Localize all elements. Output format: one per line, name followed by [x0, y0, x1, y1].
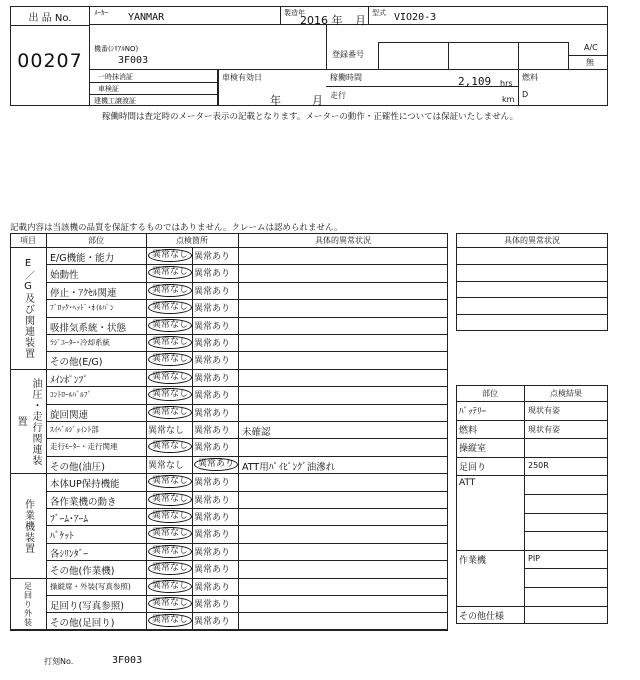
ng-option[interactable] — [194, 458, 238, 471]
fuel-label: 燃料 — [522, 73, 538, 82]
ok-label: 異常なし — [148, 371, 192, 384]
ok-option[interactable] — [148, 580, 192, 593]
detail-table — [456, 233, 608, 331]
ng-label: 異常あり — [194, 408, 231, 419]
part-label: 本体UP保持機能 — [50, 479, 120, 491]
ng-label: 異常あり — [194, 513, 231, 523]
results-part: その他仕様 — [459, 611, 505, 622]
divider — [46, 525, 448, 526]
hours-value: 2,109 — [458, 75, 492, 88]
ng-label: 異常あり — [194, 565, 231, 576]
ng-label: 異常あり — [194, 443, 231, 454]
divider — [46, 438, 448, 439]
ok-label: 異常なし — [148, 597, 192, 610]
group-label: E／G及び関連装置 — [22, 258, 34, 360]
ng-option[interactable] — [194, 580, 230, 593]
ng-option[interactable] — [194, 284, 230, 297]
transfer-cert-label: 建機工譲渡証 — [94, 97, 136, 105]
ng-label: 異常あり — [194, 321, 231, 332]
divider — [46, 491, 448, 492]
lot-number: 00207 — [17, 50, 83, 72]
divider — [46, 595, 448, 596]
part-label: E/G機能・能力 — [50, 253, 115, 264]
part-label: ﾌﾞﾛｯｸ･ﾍｯﾄﾞ･ｵｲﾙﾊﾟﾝ — [50, 303, 114, 313]
divider — [46, 421, 448, 422]
ok-label: 異常なし — [148, 336, 192, 349]
year-month-unit: 月 — [355, 14, 366, 27]
expiry-month-unit: 月 — [312, 94, 323, 107]
part-label: その他(E/G) — [50, 357, 103, 369]
detail-text: ATT用ﾊﾟｲﾋﾟﾝｸﾞ油滲れ — [242, 461, 336, 473]
ok-option[interactable] — [148, 388, 192, 401]
ng-option[interactable] — [194, 475, 230, 488]
detail-header: 具体的異常状況 — [504, 236, 560, 245]
group-label: 油圧・走行関連装置 — [15, 377, 41, 466]
temp-permit-label: 一時抹消証 — [98, 73, 133, 81]
part-label: 停止・ｱｸｾﾙ関連 — [50, 287, 117, 299]
divider — [90, 82, 218, 83]
ok-option[interactable] — [148, 527, 192, 540]
mileage-label: 走行 — [330, 91, 346, 100]
year-label: 製造年 — [284, 9, 305, 17]
inspection-cert-label: 車検証 — [98, 85, 119, 93]
part-label: ﾌﾞｰﾑ･ｱｰﾑ — [50, 514, 89, 525]
divider — [456, 264, 608, 265]
divider — [280, 6, 281, 24]
ok-label: 異常なし — [148, 426, 185, 436]
divider — [518, 70, 519, 106]
divider — [524, 513, 608, 514]
ng-label: 異常あり — [194, 458, 238, 471]
divider — [10, 473, 448, 474]
divider — [524, 531, 608, 532]
ok-option[interactable] — [148, 249, 192, 262]
ng-label: 異常あり — [194, 304, 231, 315]
ng-label: 異常あり — [194, 339, 231, 349]
detail-text: 未確認 — [242, 427, 271, 438]
divider — [456, 314, 608, 315]
divider — [90, 94, 218, 95]
ng-label: 異常あり — [194, 547, 231, 558]
ok-label: 異常なし — [148, 527, 192, 540]
results-value: 250R — [528, 460, 549, 470]
divider — [46, 334, 448, 335]
ok-label: 異常なし — [148, 319, 192, 332]
ok-option[interactable] — [148, 562, 192, 575]
stamp-value: 3F003 — [112, 655, 143, 666]
ok-option[interactable] — [148, 475, 192, 488]
serial-label: 機番(ｼﾘｱﾙNO) — [94, 45, 139, 53]
divider — [456, 420, 608, 421]
divider — [218, 70, 219, 106]
ok-option[interactable] — [148, 371, 192, 384]
inspection-expiry-label: 車検有効日 — [222, 73, 262, 82]
ok-option[interactable] — [148, 458, 184, 471]
divider — [524, 587, 608, 588]
divider — [46, 386, 448, 387]
ok-option[interactable] — [148, 353, 192, 366]
ok-label: 異常なし — [148, 249, 192, 262]
part-label: ｺﾝﾄﾛｰﾙﾊﾞﾙﾌﾞ — [50, 390, 92, 400]
divider — [46, 404, 448, 405]
ok-label: 異常なし — [148, 301, 192, 314]
ok-option[interactable] — [148, 319, 192, 332]
maker-value: YANMAR — [128, 12, 165, 23]
ng-option[interactable] — [194, 423, 230, 436]
ng-option[interactable] — [194, 301, 230, 314]
divider — [456, 550, 608, 551]
ng-option[interactable] — [194, 493, 230, 506]
results-frame — [456, 385, 608, 624]
ok-label: 異常なし — [148, 493, 192, 506]
part-label: ﾒｲﾝﾎﾟﾝﾌﾟ — [50, 374, 89, 386]
ok-option[interactable] — [148, 545, 192, 558]
divider — [378, 42, 568, 43]
ng-option[interactable] — [194, 545, 230, 558]
header-row-1 — [90, 24, 608, 25]
part-label: 操縦席・外装(写真参照) — [50, 581, 131, 591]
ng-option[interactable] — [194, 510, 230, 523]
ok-label: 異常なし — [148, 460, 185, 471]
divider — [46, 543, 448, 544]
ok-option[interactable] — [148, 493, 192, 506]
ng-option[interactable] — [194, 440, 230, 453]
ok-option[interactable] — [148, 597, 192, 610]
ng-label: 異常あり — [194, 478, 231, 489]
ng-label: 異常あり — [194, 582, 231, 593]
ok-label: 異常なし — [148, 406, 192, 419]
ng-label: 異常あり — [194, 373, 231, 384]
ng-option[interactable] — [194, 406, 230, 419]
ok-label: 異常なし — [148, 545, 192, 558]
part-label: 走行ﾓｰﾀｰ・走行関連 — [50, 442, 118, 452]
table-header: 具体的異常状況 — [315, 236, 371, 245]
ng-label: 異常あり — [194, 252, 231, 262]
ng-option[interactable] — [194, 614, 230, 627]
divider — [46, 456, 448, 457]
ng-label: 異常あり — [194, 530, 231, 541]
results-part: 作業機 — [459, 555, 487, 566]
divider — [456, 438, 608, 439]
ok-label: 異常なし — [148, 510, 192, 523]
table-header: 項目 — [20, 236, 36, 245]
ok-option[interactable] — [148, 614, 192, 627]
part-label: その他(油圧) — [50, 461, 105, 473]
ok-option[interactable] — [148, 406, 192, 419]
divider — [46, 560, 448, 561]
ok-label: 異常なし — [148, 440, 192, 453]
ng-option[interactable] — [194, 353, 230, 366]
ok-option[interactable] — [148, 423, 184, 436]
results-header: 点検結果 — [550, 389, 582, 398]
ng-option[interactable] — [194, 527, 230, 540]
part-label: ﾗｼﾞｴｰﾀｰ･冷却系統 — [50, 338, 110, 347]
table-header: 点検箇所 — [176, 236, 208, 245]
ok-option[interactable] — [148, 284, 192, 297]
part-label: その他(足回り) — [50, 618, 115, 630]
divider — [46, 264, 448, 265]
ng-option[interactable] — [194, 562, 230, 575]
divider — [456, 457, 608, 458]
results-part: 足回り — [459, 462, 487, 473]
ok-label: 異常なし — [148, 562, 192, 575]
ok-label: 異常なし — [148, 353, 192, 366]
results-part: 燃料 — [459, 425, 478, 436]
divider — [46, 233, 47, 630]
ng-label: 異常あり — [194, 269, 231, 280]
ng-option[interactable] — [194, 266, 230, 279]
ng-label: 異常あり — [194, 391, 231, 402]
divider — [524, 568, 608, 569]
divider — [456, 606, 608, 607]
divider — [46, 351, 448, 352]
divider — [238, 233, 239, 630]
ng-label: 異常あり — [194, 286, 231, 297]
divider — [518, 42, 519, 69]
results-header: 部位 — [482, 389, 498, 398]
ng-option[interactable] — [194, 597, 230, 610]
hours-note: 稼働時間は査定時のメーター表示の記載となります。メーターの動作・正確性については保証いたしません。 — [102, 112, 519, 122]
ng-option[interactable] — [194, 388, 230, 401]
ok-option[interactable] — [148, 510, 192, 523]
ng-option[interactable] — [194, 336, 230, 349]
ng-label: 異常あり — [194, 495, 231, 506]
divider — [368, 6, 369, 24]
results-part: 操縦室 — [459, 444, 487, 455]
divider — [46, 612, 448, 613]
model-label: 型式 — [372, 9, 386, 17]
divider — [448, 42, 449, 69]
fuel-value: D — [522, 90, 529, 99]
expiry-year-unit: 年 — [270, 94, 281, 107]
ok-label: 異常なし — [148, 580, 192, 593]
ac-label: A/C — [584, 43, 598, 52]
divider — [456, 281, 608, 282]
part-label: 始動性 — [50, 270, 79, 282]
divider — [10, 578, 448, 579]
part-label: 各ｼﾘﾝﾀﾞｰ — [50, 548, 89, 560]
ok-label: 異常なし — [148, 614, 192, 627]
ng-label: 異常あり — [194, 356, 231, 367]
results-value: PIP — [528, 553, 541, 563]
inspection-table — [10, 233, 448, 630]
part-label: ｽｲﾍﾞﾙｼﾞｮｲﾝﾄ部 — [50, 425, 99, 434]
ng-label: 異常あり — [194, 426, 231, 436]
divider — [456, 401, 608, 402]
hours-label: 稼働時間 — [330, 73, 362, 82]
divider — [568, 55, 608, 56]
part-label: その他(作業機) — [50, 566, 115, 578]
ng-label: 異常あり — [194, 617, 231, 628]
part-label: ﾊﾞｹｯﾄ — [50, 531, 74, 543]
serial-value: 3F003 — [118, 55, 149, 66]
divider — [524, 385, 525, 624]
hours-unit: hrs — [500, 79, 513, 88]
ok-label: 異常なし — [148, 266, 192, 279]
ok-label: 異常なし — [148, 475, 192, 488]
ng-label: 異常あり — [194, 600, 231, 610]
divider — [326, 24, 327, 69]
divider — [456, 247, 608, 248]
divider — [456, 475, 608, 476]
results-value: 現状有姿 — [528, 406, 560, 415]
divider — [378, 42, 379, 69]
quality-note: 記載内容は当該機の品質を保証するものではありません。クレームは認められません。 — [10, 223, 343, 233]
model-value: VIO20-3 — [394, 12, 437, 23]
divider — [46, 299, 448, 300]
part-label: 足回り(写真参照) — [50, 601, 124, 612]
divider — [46, 282, 448, 283]
ok-option[interactable] — [148, 336, 192, 349]
divider — [10, 247, 448, 248]
ng-option[interactable] — [194, 249, 230, 262]
ng-option[interactable] — [194, 371, 230, 384]
ok-option[interactable] — [148, 440, 192, 453]
divider — [10, 630, 448, 631]
part-label: 旋回関連 — [50, 409, 89, 421]
ok-option[interactable] — [148, 266, 192, 279]
year-value: 2016 年 — [300, 14, 343, 27]
maker-label: ﾒｰｶｰ — [94, 9, 108, 17]
divider — [46, 317, 448, 318]
lot-label: 出 品 No. — [28, 13, 72, 24]
divider — [524, 494, 608, 495]
stamp-label: 打刻No. — [44, 657, 74, 666]
ng-option[interactable] — [194, 319, 230, 332]
group-label: 作業機装置 — [22, 498, 34, 554]
results-table — [456, 385, 608, 625]
divider — [10, 369, 448, 370]
registration-label: 登録番号 — [332, 50, 364, 59]
group-label: 足回り外装 — [23, 582, 33, 628]
part-label: 各作業機の動き — [50, 496, 117, 508]
divider — [46, 508, 448, 509]
part-label: 吸排気系統・状態 — [50, 322, 127, 334]
ac-value: 無 — [586, 58, 594, 67]
results-value: 現状有姿 — [528, 424, 560, 434]
results-part: ATT — [459, 478, 476, 489]
ok-option[interactable] — [148, 301, 192, 314]
mileage-unit: km — [502, 95, 515, 104]
divider — [146, 233, 147, 630]
ok-label: 異常なし — [148, 284, 192, 297]
table-header: 部位 — [88, 236, 104, 245]
divider — [456, 297, 608, 298]
ok-label: 異常なし — [148, 388, 192, 401]
results-part: ﾊﾞｯﾃﾘｰ — [459, 407, 487, 417]
